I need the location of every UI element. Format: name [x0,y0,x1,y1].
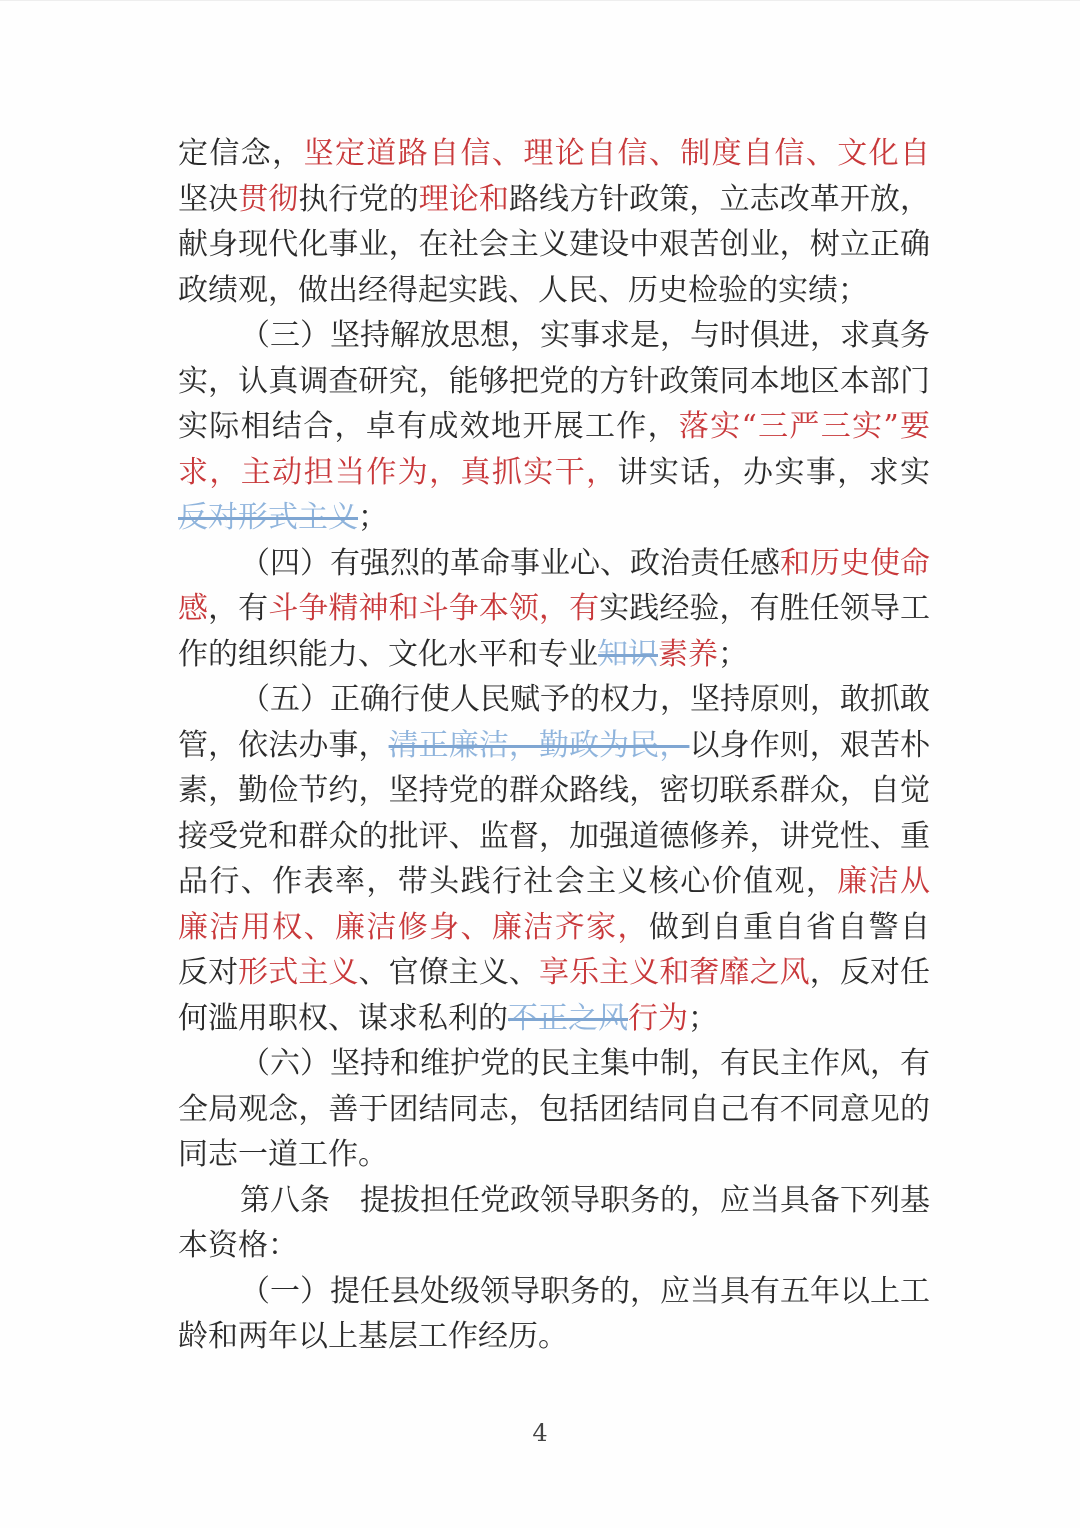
text-line [178,404,930,450]
body-text: 实际相结合，卓有成效地开展工作， [178,409,679,444]
inserted-text: 廉洁从 [837,864,930,899]
body-text: ，有 [208,591,269,626]
body-text: 讲实话，办实事，求实 [617,454,930,490]
text-line [178,996,930,1042]
body-text: （四）有强烈的革命事业心、政治责任感 [240,545,780,581]
inserted-text: 贯彻 [238,181,299,217]
text-line [178,1132,930,1178]
text-line [178,677,930,723]
text-line [178,814,930,860]
deleted-text: 知识 [598,636,658,672]
text-line [178,131,930,177]
inserted-text: 理论和 [418,181,509,217]
inserted-text: 落实“三严三实”要 [678,409,930,444]
body-text: 管，依法办事， [178,727,389,763]
inserted-text: 斗争精神和斗争本领，有 [268,591,600,626]
body-text: 素，勤俭节约，坚持党的群众路线，密切联系群众，自觉 [178,773,930,808]
deleted-text: 不正之风 [508,1000,628,1036]
inserted-text: 行为 [628,1000,688,1036]
body-text: 以身作则，艰苦朴 [689,727,930,763]
inserted-text: 素养 [658,636,718,672]
body-text: （五）正确行使人民赋予的权力，坚持原则，敢抓敢 [240,682,930,717]
text-line [178,768,930,814]
body-text: ； [718,636,748,672]
body-text: 政绩观，做出经得起实践、人民、历史检验的实绩； [178,272,868,308]
text-line [178,177,930,223]
text-line [178,950,930,996]
inserted-text: 廉洁用权、廉洁修身、廉洁齐家， [178,909,649,945]
text-line [178,268,930,314]
text-line [178,1314,930,1360]
body-text: 同志一道工作。 [178,1137,388,1172]
document-body [178,131,930,1360]
body-text: 定信念， [178,136,304,171]
body-text: （三）坚持解放思想，实事求是，与时俱进，求真务 [240,318,930,353]
deleted-text: 反对形式主义 [178,500,358,535]
text-line [178,541,930,587]
inserted-text: 求，主动担当作为，真抓实干， [178,454,618,490]
body-text: 第八条 提拔担任党政领导职务的，应当具备下列基 [240,1182,930,1218]
text-line [178,1269,930,1315]
text-line [178,905,930,951]
body-text: 反对 [178,955,239,990]
body-text: 本资格： [178,1228,298,1263]
text-line [178,495,930,541]
body-text: 作的组织能力、文化水平和专业 [178,636,598,672]
body-text: 献身现代化事业，在社会主义建设中艰苦创业，树立正确 [178,227,930,262]
body-text: ； [688,1000,718,1036]
body-text: 执行党的 [298,181,419,217]
page-number: 4 [532,1419,548,1447]
body-text: 实，认真调查研究，能够把党的方针政策同本地区本部门 [178,363,930,399]
body-text: ； [358,500,388,535]
body-text: 接受党和群众的批评、监督，加强道德修养，讲党性、重 [178,818,930,854]
text-line [178,1223,930,1269]
inserted-text: 享乐主义和奢靡之风 [539,955,810,990]
text-line [178,723,930,769]
body-text: 、官僚主义、 [358,955,540,990]
text-line [178,632,930,678]
text-line [178,586,930,632]
text-line [178,1041,930,1087]
text-line [178,450,930,496]
inserted-text: 感 [178,591,209,626]
body-text: （一）提任县处级领导职务的，应当具有五年以上工 [240,1273,930,1309]
body-text: 坚决 [178,181,239,217]
body-text: 何滥用职权、谋求私利的 [178,1000,508,1036]
text-line [178,359,930,405]
body-text: 品行、作表率，带头践行社会主义核心价值观， [178,864,838,899]
text-line [178,222,930,268]
body-text: 实践经验，有胜任领导工 [599,591,930,626]
inserted-text: 坚定道路自信、理论自信、制度自信、文化自 [303,136,930,171]
deleted-text: 清正廉洁，勤政为民， [388,727,690,763]
text-line [178,1087,930,1133]
body-text: ，反对任 [809,955,930,990]
text-line [178,313,930,359]
text-line [178,1178,930,1224]
inserted-text: 形式主义 [238,955,359,990]
body-text: （六）坚持和维护党的民主集中制，有民主作风，有 [240,1046,930,1081]
body-text: 路线方针政策，立志改革开放， [508,181,930,217]
body-text: 全局观念，善于团结同志，包括团结同自己有不同意见的 [178,1091,930,1127]
body-text: 做到自重自省自警自 [648,909,930,945]
inserted-text: 和历史使命 [780,545,930,581]
body-text: 龄和两年以上基层工作经历。 [178,1319,568,1354]
text-line [178,859,930,905]
